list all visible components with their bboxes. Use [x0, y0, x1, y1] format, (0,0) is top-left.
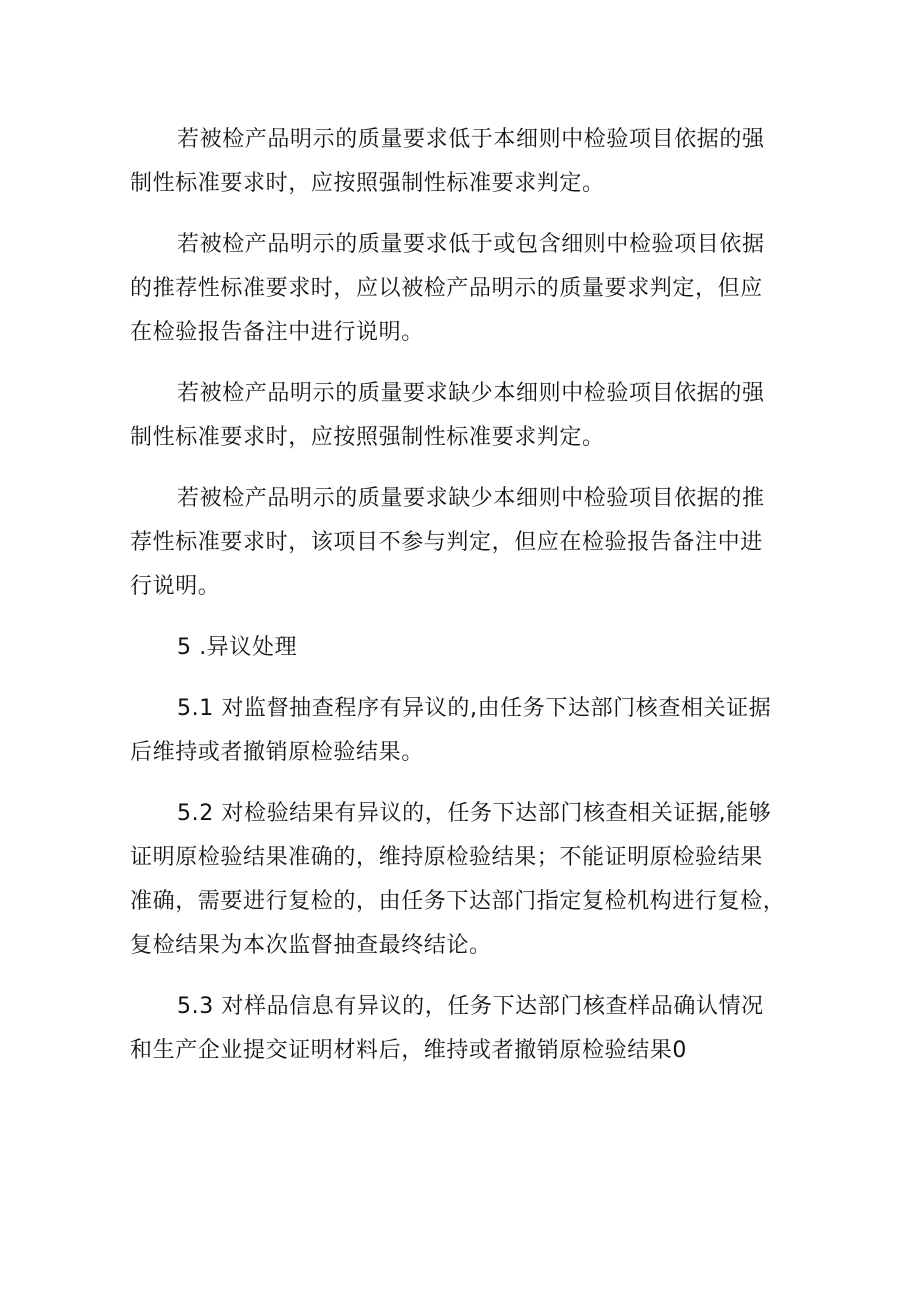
paragraph-recommended-standard-missing — [130, 477, 798, 609]
paragraph-line: 准确，需要进行复检的，由任务下达部门指定复检机构进行复检， — [130, 889, 786, 914]
paragraph-line: 制性标准要求时，应按照强制性标准要求判定。 — [130, 425, 605, 450]
paragraph-line: 若被检产品明示的质量要求低于或包含细则中检验项目依据 — [177, 232, 765, 257]
section-heading: 5 .异议处理 — [177, 635, 298, 660]
paragraph-mandatory-standard-missing — [130, 372, 798, 460]
paragraph-line: 的推荐性标准要求时，应以被检产品明示的质量要求判定，但应 — [130, 276, 763, 301]
paragraph-line: 行说明。 — [130, 574, 221, 599]
paragraph-line: 若被检产品明示的质量要求低于本细则中检验项目依据的强 — [177, 127, 765, 152]
paragraph-recommended-standard-lower — [130, 223, 798, 355]
paragraph-line: 若被检产品明示的质量要求缺少本细则中检验项目依据的强 — [177, 381, 765, 406]
paragraph-line: 证明原检验结果准确的，维持原检验结果；不能证明原检验结果 — [130, 845, 763, 870]
document-body — [130, 118, 798, 1090]
paragraph-line: 荐性标准要求时，该项目不参与判定，但应在检验报告备注中进 — [130, 530, 763, 555]
paragraph-line: 5.2 对检验结果有异议的，任务下达部门核查相关证据,能够 — [177, 801, 772, 826]
paragraph-line: 在检验报告备注中进行说明。 — [130, 320, 424, 345]
subsection-5-3 — [130, 985, 798, 1073]
paragraph-line: 若被检产品明示的质量要求缺少本细则中检验项目依据的推 — [177, 486, 765, 511]
subsection-5-1 — [130, 687, 798, 775]
paragraph-line: 5.1 对监督抽查程序有异议的,由任务下达部门核查相关证据 — [177, 696, 772, 721]
paragraph-line: 制性标准要求时，应按照强制性标准要求判定。 — [130, 171, 605, 196]
paragraph-line: 复检结果为本次监督抽查最终结论。 — [130, 933, 492, 958]
paragraph-line: 后维持或者撤销原检验结果。 — [130, 740, 424, 765]
paragraph-line: 和生产企业提交证明材料后，维持或者撤销原检验结果0 — [130, 1038, 687, 1063]
paragraph-mandatory-standard-lower — [130, 118, 798, 206]
paragraph-line: 5.3 对样品信息有异议的，任务下达部门核查样品确认情况 — [177, 994, 764, 1019]
subsection-5-2 — [130, 792, 798, 968]
